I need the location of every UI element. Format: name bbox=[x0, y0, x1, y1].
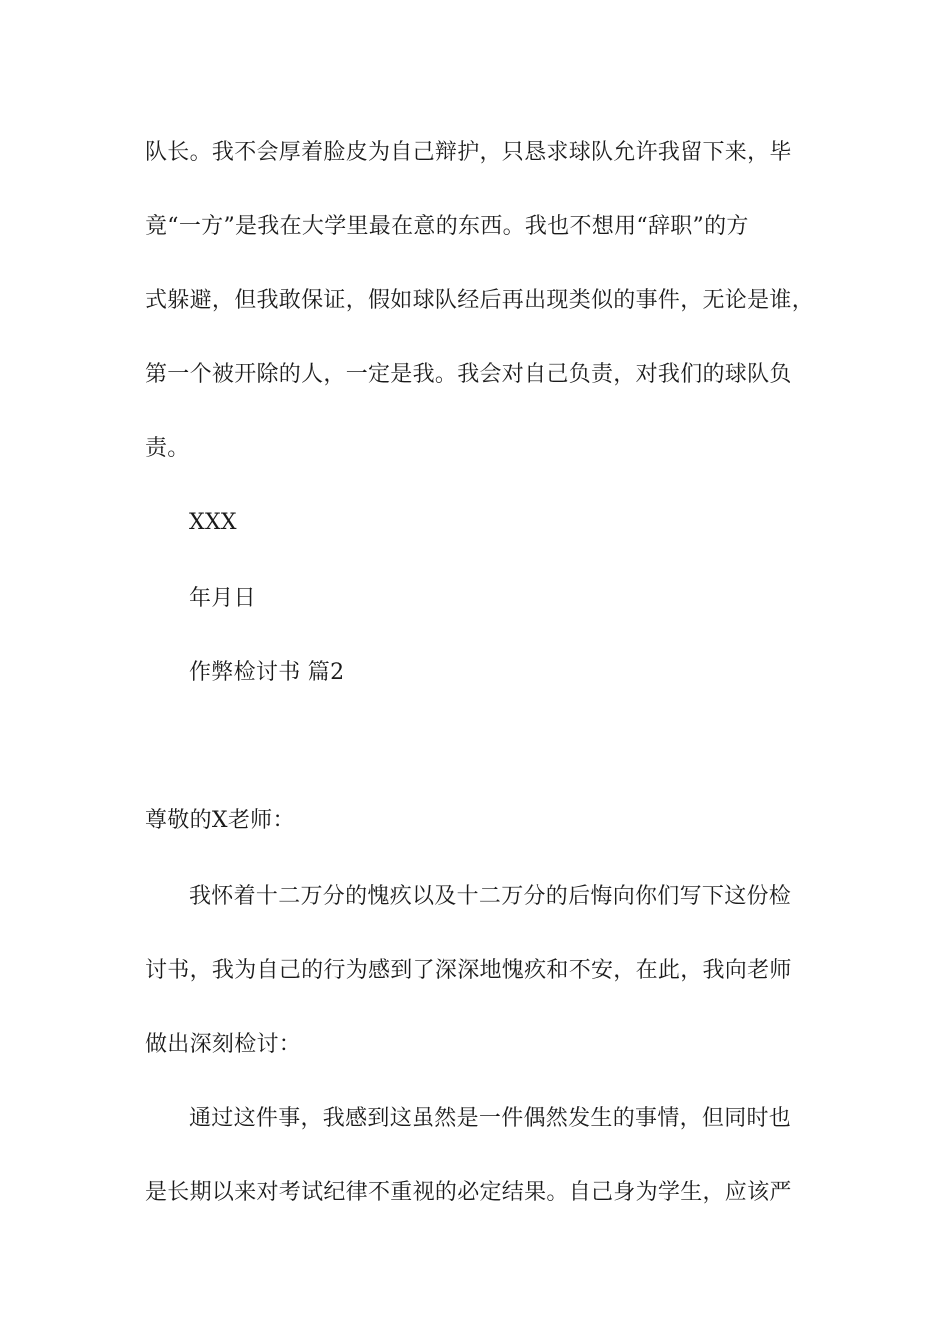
paragraph-line: 是长期以来对考试纪律不重视的必定结果。自己身为学生，应该严 bbox=[145, 1180, 792, 1205]
paragraph-line: 我怀着十二万分的愧疚以及十二万分的后悔向你们写下这份检 bbox=[189, 884, 792, 909]
signature-date: 年月日 bbox=[189, 586, 256, 611]
salutation: 尊敬的X老师： bbox=[145, 808, 295, 833]
paragraph-line: 第一个被开除的人，一定是我。我会对自己负责，对我们的球队负 bbox=[145, 362, 792, 387]
paragraph-line: 式躲避，但我敢保证，假如球队经后再出现类似的事件，无论是谁， bbox=[145, 288, 815, 313]
paragraph-line: 讨书，我为自己的行为感到了深深地愧疚和不安，在此，我向老师 bbox=[145, 958, 792, 983]
paragraph-line: 竟“一方”是我在大学里最在意的东西。我也不想用“辞职”的方 bbox=[145, 214, 749, 239]
signature-name: XXX bbox=[189, 510, 237, 535]
paragraph-line: 做出深刻检讨： bbox=[145, 1032, 302, 1057]
paragraph-line: 通过这件事，我感到这虽然是一件偶然发生的事情，但同时也 bbox=[189, 1106, 792, 1131]
section-title: 作弊检讨书 篇2 bbox=[189, 660, 345, 685]
paragraph-line: 责。 bbox=[145, 436, 190, 461]
paragraph-line: 队长。我不会厚着脸皮为自己辩护，只恳求球队允许我留下来，毕 bbox=[145, 140, 792, 165]
